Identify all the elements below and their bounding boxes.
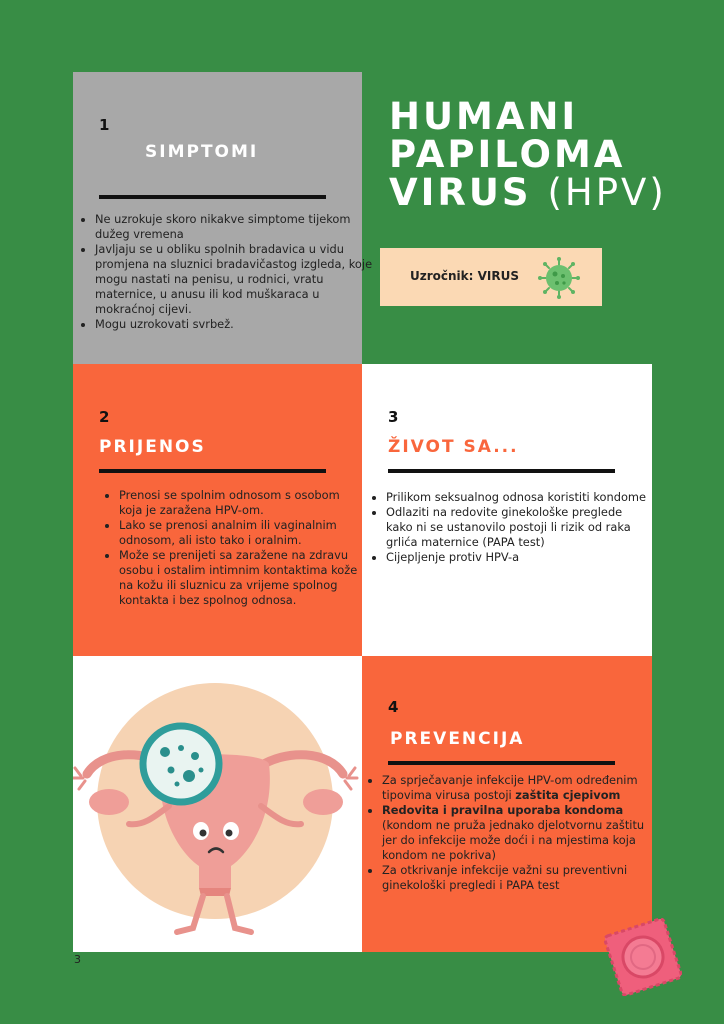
page-title <box>389 95 667 214</box>
prevention-text: Za sprječavanje infekcije HPV-om određenim tipovima virusa postoji <box>382 773 638 802</box>
transmission-panel <box>73 364 362 656</box>
title-line: HUMANI <box>389 95 579 138</box>
symptoms-list <box>79 212 375 332</box>
title-line: PAPILOMA <box>389 133 626 176</box>
living-with-panel <box>362 364 652 656</box>
section-heading: ŽIVOT SA... <box>388 437 519 457</box>
title-abbreviation: (HPV) <box>547 171 667 214</box>
list-item: • Odlaziti na redovite ginekološke preglede kako ni se ustanovilo postoji li rizik od raka grlića maternice (PAPA test) <box>386 505 651 550</box>
heading-divider <box>99 469 326 473</box>
page-number: 3 <box>74 953 81 966</box>
list-item: • Za otkrivanje infekcije važni su preventivni ginekološki pregledi i PAPA test <box>382 863 657 893</box>
list-item: • Prenosi se spolnim odnosom s osobom koja je zaražena HPV-om. <box>119 488 359 518</box>
section-heading: PRIJENOS <box>99 437 206 457</box>
section-heading: SIMPTOMI <box>145 142 259 162</box>
list-item <box>382 803 657 863</box>
heading-divider <box>99 195 326 199</box>
section-number: 1 <box>99 116 110 134</box>
cause-box <box>380 248 602 306</box>
prevention-panel <box>362 656 652 952</box>
list-item: • Ne uzrokuje skoro nikakve simptome tijekom dužeg vremena <box>95 212 375 242</box>
prevention-highlight: zaštita cjepivom <box>515 788 621 802</box>
prevention-highlight: Redovita i pravilna uporaba kondoma <box>382 803 624 817</box>
list-item: • Može se prenijeti sa zaražene na zdravu osobu i ostalim intimnim kontaktima kože na kožu ili sluznicu za vrijeme spolnog kontakta i bez spolnog odnosa. <box>119 548 359 608</box>
list-item <box>382 773 657 803</box>
title-line <box>389 171 667 214</box>
uterus-illustration <box>73 656 362 952</box>
prevention-text: (kondom ne pruža jednako djelotvornu zaštitu jer do infekcije može doći i na mjestima koja kondom ne pokriva) <box>382 818 645 862</box>
list-item: • Javljaju se u obliku spolnih bradavica u vidu promjena na sluznici bradavičastog izgleda, koje mogu nastati na penisu, u rodnici, vratu maternice, u anusu ili kod muškaraca u mokraćnoj cijevi. <box>95 242 375 317</box>
section-number: 4 <box>388 698 399 716</box>
condom-icon <box>604 918 682 996</box>
symptoms-panel <box>73 72 373 364</box>
illustration-panel <box>73 656 362 952</box>
section-heading: PREVENCIJA <box>390 729 525 749</box>
cause-label: Uzročnik: VIRUS <box>410 269 519 283</box>
prevention-list <box>366 773 657 893</box>
transmission-list <box>103 488 359 608</box>
living-with-list <box>370 490 651 565</box>
list-item: • Lako se prenosi analnim ili vaginalnim odnosom, ali isto tako i oralnim. <box>119 518 359 548</box>
list-item: • Prilikom seksualnog odnosa koristiti kondome <box>386 490 651 505</box>
title-word: VIRUS <box>389 171 532 214</box>
list-item: • Cijepljenje protiv HPV-a <box>386 550 651 565</box>
section-number: 2 <box>99 408 110 426</box>
section-number: 3 <box>388 408 399 426</box>
virus-icon <box>538 257 580 299</box>
heading-divider <box>388 469 615 473</box>
heading-divider <box>388 761 615 765</box>
list-item: • Mogu uzrokovati svrbež. <box>95 317 375 332</box>
